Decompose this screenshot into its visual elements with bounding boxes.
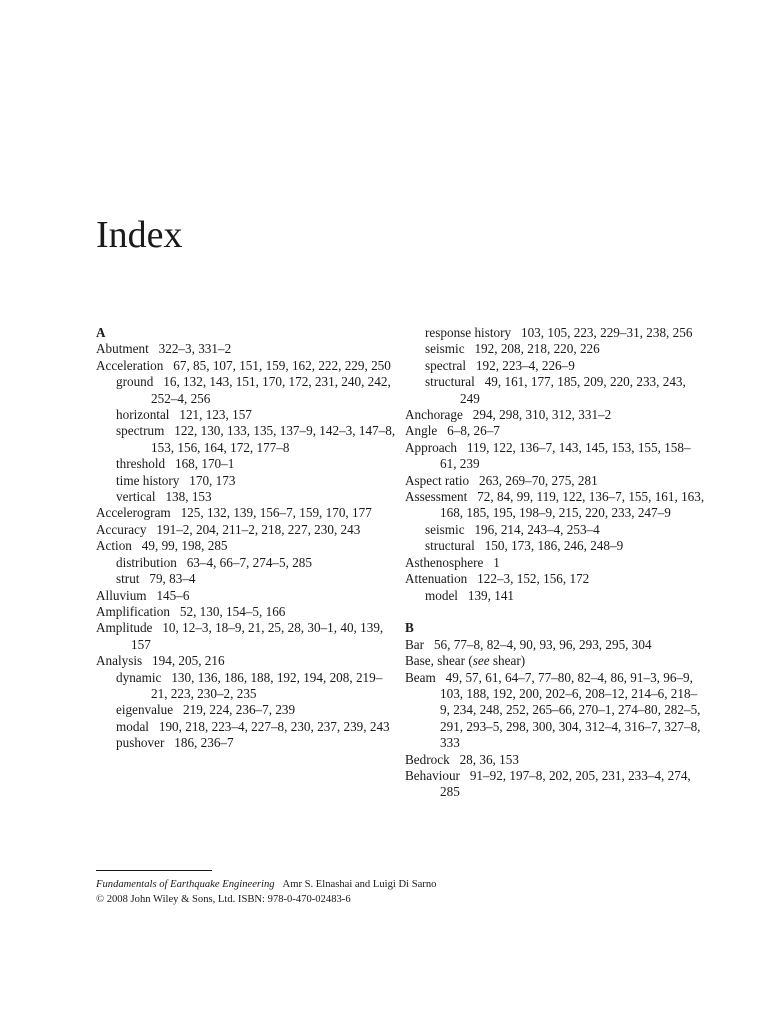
index-entry xyxy=(405,423,705,439)
page-numbers: 122–3, 152, 156, 172 xyxy=(477,571,590,587)
see-reference: see xyxy=(472,653,490,669)
page-numbers: 191–2, 204, 211–2, 218, 227, 230, 243 xyxy=(156,521,361,537)
footnote-rule xyxy=(96,870,212,871)
index-entry xyxy=(405,489,705,522)
index-term: Anchorage xyxy=(405,407,463,423)
index-subentry xyxy=(405,358,705,374)
index-entry xyxy=(96,505,396,521)
index-subentry xyxy=(405,588,705,604)
index-entry xyxy=(405,571,705,587)
page-numbers: 138, 153 xyxy=(165,489,212,505)
page-numbers: 192, 208, 218, 220, 226 xyxy=(474,341,600,357)
index-entry xyxy=(405,637,705,653)
page-numbers: 10, 12–3, 18–9, 21, 25, 28, 30–1, 40, 139, 157 xyxy=(131,620,384,652)
page-numbers: 192, 223–4, 226–9 xyxy=(475,357,575,373)
index-term: Amplitude xyxy=(96,620,153,636)
index-term: dynamic xyxy=(116,669,162,685)
page-numbers: 170, 173 xyxy=(189,472,236,488)
index-term: seismic xyxy=(425,341,465,357)
index-subentry xyxy=(96,719,396,735)
index-term: structural xyxy=(425,538,475,554)
page-numbers: 72, 84, 99, 119, 122, 136–7, 155, 161, 163, 168, 185, 195, 198–9, 215, 220, 233, 247–9 xyxy=(440,489,705,521)
index-subentry xyxy=(96,407,396,423)
index-subentry xyxy=(405,341,705,357)
page-numbers: 49, 161, 177, 185, 209, 220, 233, 243, 249 xyxy=(460,374,686,406)
page-numbers: 103, 105, 223, 229–31, 238, 256 xyxy=(520,325,693,340)
page-numbers: 194, 205, 216 xyxy=(152,653,225,669)
index-column-right xyxy=(405,325,705,801)
index-term: structural xyxy=(425,374,475,390)
page-numbers: 130, 136, 186, 188, 192, 194, 208, 219–21, 223, 230–2, 235 xyxy=(151,669,383,701)
index-term: Acceleration xyxy=(96,357,164,373)
index-term: Behaviour xyxy=(405,767,460,783)
footer-book-title: Fundamentals of Earthquake Engineering xyxy=(96,879,275,890)
index-term: Accuracy xyxy=(96,521,147,537)
index-term: pushover xyxy=(116,735,165,751)
page-numbers: 79, 83–4 xyxy=(149,571,196,587)
page-numbers: 67, 85, 107, 151, 159, 162, 222, 229, 250 xyxy=(173,357,391,373)
page-numbers: 16, 132, 143, 151, 170, 172, 231, 240, 242, 252–4, 256 xyxy=(151,374,391,406)
page-numbers: 121, 123, 157 xyxy=(179,407,252,423)
index-term: horizontal xyxy=(116,407,170,423)
index-subentry xyxy=(96,735,396,751)
index-entry xyxy=(405,440,705,473)
index-subentry xyxy=(405,325,705,341)
index-subentry xyxy=(96,456,396,472)
index-entry xyxy=(405,555,705,571)
index-term: response history xyxy=(425,325,512,340)
page-numbers: 219, 224, 236–7, 239 xyxy=(183,702,296,718)
page-numbers: 139, 141 xyxy=(467,587,515,603)
page-numbers: 294, 298, 310, 312, 331–2 xyxy=(472,407,612,423)
page-numbers: 49, 99, 198, 285 xyxy=(141,538,228,554)
index-subentry xyxy=(96,670,396,703)
index-term: modal xyxy=(116,718,149,734)
index-subentry xyxy=(96,571,396,587)
index-term: Angle xyxy=(405,423,438,439)
page-numbers: 322–3, 331–2 xyxy=(158,341,232,357)
page-title: Index xyxy=(96,214,183,256)
index-entry xyxy=(96,538,396,554)
index-term: Analysis xyxy=(96,653,143,669)
page-numbers: 122, 130, 133, 135, 137–9, 142–3, 147–8, 153, 156, 164, 172, 177–8 xyxy=(151,423,396,455)
page-numbers: 125, 132, 139, 156–7, 159, 170, 177 xyxy=(180,505,372,521)
index-entry xyxy=(405,407,705,423)
index-term: vertical xyxy=(116,489,156,505)
index-subentry xyxy=(96,702,396,718)
footer-authors: Amr S. Elnashai and Luigi Di Sarno xyxy=(282,879,437,890)
footer xyxy=(96,878,436,907)
page-numbers: 263, 269–70, 275, 281 xyxy=(478,472,598,488)
index-term: Assessment xyxy=(405,489,468,505)
index-subentry xyxy=(96,489,396,505)
index-subentry xyxy=(405,538,705,554)
index-entry xyxy=(96,341,396,357)
page-numbers: 150, 173, 186, 246, 248–9 xyxy=(484,538,624,554)
index-term: Alluvium xyxy=(96,587,147,603)
index-entry xyxy=(405,670,705,752)
page-numbers: 63–4, 66–7, 274–5, 285 xyxy=(186,554,312,570)
index-term: Bedrock xyxy=(405,751,450,767)
index-column-left xyxy=(96,325,396,752)
page-numbers: 168, 170–1 xyxy=(174,456,235,472)
section-letter: B xyxy=(405,620,414,636)
index-subentry xyxy=(96,473,396,489)
index-entry xyxy=(96,358,396,374)
index-term: spectral xyxy=(425,357,467,373)
index-term: Amplification xyxy=(96,603,170,619)
footer-citation xyxy=(96,878,436,893)
index-term: threshold xyxy=(116,456,166,472)
index-entry xyxy=(96,588,396,604)
page-numbers: 119, 122, 136–7, 143, 145, 153, 155, 158–61, 239 xyxy=(440,439,691,472)
index-entry xyxy=(405,768,705,801)
page-numbers: 1 xyxy=(493,554,500,570)
page-numbers: 56, 77–8, 82–4, 90, 93, 96, 293, 295, 304 xyxy=(433,636,652,652)
page-numbers: 196, 214, 243–4, 253–4 xyxy=(474,521,600,537)
index-term: Beam xyxy=(405,669,436,685)
index-term: strut xyxy=(116,571,140,587)
page-numbers: 190, 218, 223–4, 227–8, 230, 237, 239, 243 xyxy=(158,718,390,734)
index-term: spectrum xyxy=(116,423,165,439)
page-numbers: 6–8, 26–7 xyxy=(447,423,500,439)
index-term: Accelerogram xyxy=(96,505,171,521)
page-numbers: 28, 36, 153 xyxy=(459,751,519,767)
index-term: Bar xyxy=(405,636,425,652)
index-term-continued: shear) xyxy=(489,653,526,669)
index-term: eigenvalue xyxy=(116,702,174,718)
footer-copyright: © 2008 John Wiley & Sons, Ltd. ISBN: 978-0-470-02483-6 xyxy=(96,893,351,905)
index-entry xyxy=(96,620,396,653)
index-entry xyxy=(405,473,705,489)
section-gap xyxy=(405,604,705,620)
index-term: seismic xyxy=(425,521,465,537)
index-term: Approach xyxy=(405,439,457,455)
index-subentry xyxy=(405,522,705,538)
index-subentry xyxy=(405,374,705,407)
index-subentry xyxy=(96,374,396,407)
index-term: Aspect ratio xyxy=(405,472,470,488)
index-entry xyxy=(96,604,396,620)
page-numbers: 49, 57, 61, 64–7, 77–80, 82–4, 86, 91–3, 96–9, 103, 188, 192, 200, 202–6, 208–12, 214–6, 218–9, 234, 248, 252, 265–66, 270–1, 274–80, 282–5, 291, 293–5, 298, 300, 304, 312–4, 316–7, 327–8, 333 xyxy=(440,669,701,751)
index-term: ground xyxy=(116,374,154,390)
index-term: Action xyxy=(96,538,132,554)
index-term: time history xyxy=(116,472,180,488)
index-term: distribution xyxy=(116,554,177,570)
index-entry xyxy=(96,653,396,669)
index-entry xyxy=(405,653,705,669)
index-term: Asthenosphere xyxy=(405,554,484,570)
index-entry xyxy=(405,752,705,768)
page-numbers: 91–92, 197–8, 202, 205, 231, 233–4, 274, 285 xyxy=(440,767,691,800)
index-entry xyxy=(96,522,396,538)
index-term: model xyxy=(425,587,458,603)
index-subentry xyxy=(96,423,396,456)
page-numbers: 52, 130, 154–5, 166 xyxy=(179,603,286,619)
index-term: Base, shear ( xyxy=(405,653,473,669)
index-term: Attenuation xyxy=(405,571,468,587)
page-numbers: 186, 236–7 xyxy=(174,735,234,751)
index-subentry xyxy=(96,555,396,571)
section-letter: A xyxy=(96,325,106,340)
page-numbers: 145–6 xyxy=(156,587,190,603)
index-term: Abutment xyxy=(96,341,149,357)
